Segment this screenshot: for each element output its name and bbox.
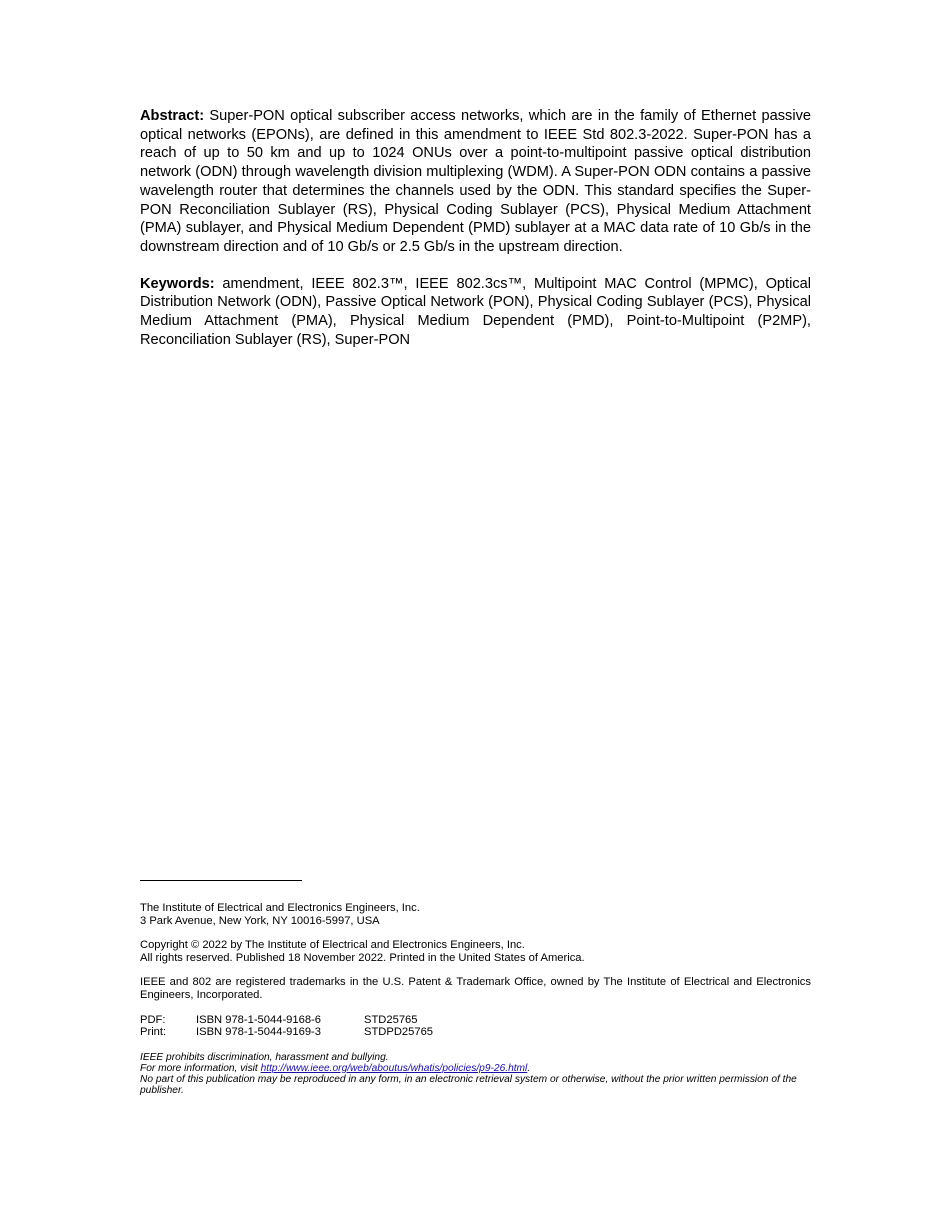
- abstract-label: Abstract:: [140, 108, 205, 124]
- isbn-number: ISBN 978-1-5044-9169-3: [196, 1026, 322, 1039]
- isbn-format: Print:: [140, 1026, 167, 1039]
- info-prefix: For more information, visit: [140, 1062, 261, 1074]
- policy-link[interactable]: http://www.ieee.org/web/aboutus/whatis/policies/p9-26.html: [260, 1062, 528, 1074]
- isbn-row-print: [140, 1026, 811, 1039]
- keywords-paragraph: [140, 275, 811, 350]
- info-suffix: .: [527, 1062, 531, 1074]
- keywords-text: amendment, IEEE 802.3™, IEEE 802.3cs™, Multipoint MAC Control (MPMC), Optical Distribution Network (ODN), Passive Optical Network (PON), Physical Coding Sublayer (PCS), Physical Medium Attachment (PMA), Physical Medium Dependent (PMD), Point-to-Multipoint (P2MP), Reconciliation Sublayer (RS), Super-PON: [140, 275, 811, 348]
- isbn-format: PDF:: [140, 1013, 166, 1026]
- abstract-text: Super-PON optical subscriber access networks, which are in the family of Ethernet passive optical networks (EPONs), are defined in this amendment to IEEE Std 802.3-2022. Super-PON has a reach of up to 50 km and up to 1024 ONUs over a point-to-multipoint passive optical distribution network (ODN) through wavelength division multiplexing (WDM). A Super-PON ODN contains a passive wavelength router that determines the channels used by the ODN. This standard specifies the Super-PON Reconciliation Sublayer (RS), Physical Coding Sublayer (PCS), Physical Medium Attachment (PMA) sublayer, and Physical Medium Dependent (PMD) sublayer at a MAC data rate of 10 Gb/s in the downstream direction and of 10 Gb/s or 2.5 Gb/s in the upstream direction.: [140, 108, 812, 255]
- info-line: [140, 1063, 811, 1074]
- rights-line: All rights reserved. Published 18 November 2022. Printed in the United States of America.: [140, 951, 585, 964]
- legal-notice: [140, 1052, 811, 1096]
- copyright-line: Copyright © 2022 by The Institute of Electrical and Electronics Engineers, Inc.: [140, 939, 525, 952]
- isbn-number: ISBN 978-1-5044-9168-6: [196, 1013, 322, 1026]
- publisher-block: [140, 902, 811, 927]
- publication-info: [140, 902, 811, 1096]
- abstract-paragraph: [140, 107, 811, 257]
- copyright-block: [140, 939, 811, 964]
- isbn-table: [140, 1014, 811, 1039]
- trademark-notice: IEEE and 802 are registered trademarks in the U.S. Patent & Trademark Office, owned by The Institute of Electrical and Electronics Engineers, Incorporated.: [140, 976, 811, 1001]
- isbn-row-pdf: [140, 1014, 811, 1027]
- footnote-divider: [140, 880, 302, 881]
- isbn-code: STD25765: [364, 1013, 418, 1026]
- publisher-address: 3 Park Avenue, New York, NY 10016-5997, USA: [140, 914, 380, 927]
- keywords-label: Keywords:: [140, 275, 215, 292]
- harassment-notice: IEEE prohibits discrimination, harassment and bullying.: [140, 1051, 389, 1063]
- publisher-name: The Institute of Electrical and Electronics Engineers, Inc.: [140, 902, 420, 914]
- isbn-code: STDPD25765: [364, 1026, 434, 1039]
- front-matter-body: [140, 107, 811, 349]
- reproduction-notice: No part of this publication may be reproduced in any form, in an electronic retrieval system or otherwise, without the prior written permission of the publisher.: [140, 1073, 797, 1096]
